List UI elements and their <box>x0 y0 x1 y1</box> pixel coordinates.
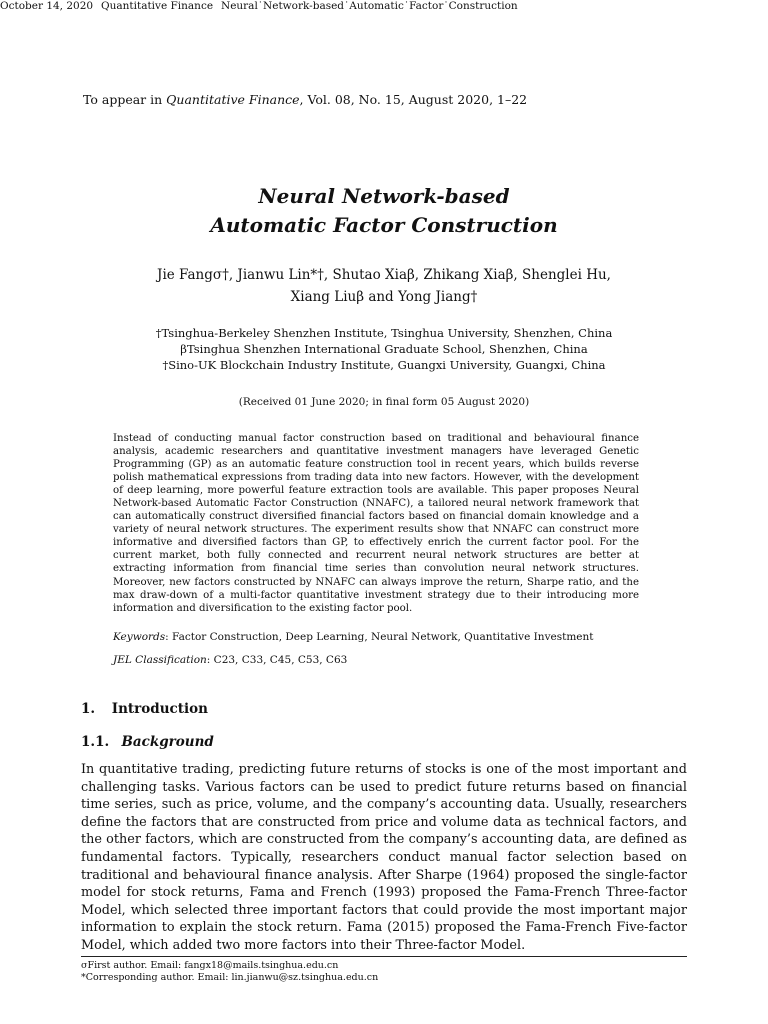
affiliation-3: †Sino-UK Blockchain Industry Institute, Guangxi University, Guangxi, China <box>162 358 606 372</box>
running-head-date: October 14, 2020 <box>0 0 94 12</box>
running-head-journal: Quantitative Finance <box>101 0 214 12</box>
affiliation-2: βTsinghua Shenzhen International Graduate School, Shenzhen, China <box>180 342 588 356</box>
subsection-number: 1.1. <box>81 734 110 750</box>
footnote-rule <box>81 956 687 957</box>
subsection-heading <box>81 734 214 750</box>
section-title: Introduction <box>111 701 208 717</box>
keywords-label: Keywords <box>113 631 166 643</box>
paper-title-line1: Neural Network-based <box>258 184 510 208</box>
abstract: Instead of conducting manual factor construction based on traditional and behavioural finance analysis, academic researchers and quantitative investment managers have leveraged Genetic Programming (GP) as an automatic feature construction tool in recent years, which builds reverse polish mathematical expressions from trading data into new factors. However, with the development of deep learning, more powerful feature extraction tools are available. This paper proposes Neural Network-based Automatic Factor Construction (NNAFC), a tailored neural network framework that can automatically construct diversified financial factors based on financial domain knowledge and a variety of neural network structures. The experiment results show that NNAFC can construct more informative and diversified factors than GP, to effectively enrich the current factor pool. For the current market, both fully connected and recurrent neural network structures are better at extracting information from financial time series than convolution neural network structures. Moreover, new factors constructed by NNAFC can always improve the return, Sharpe ratio, and the max draw-down of a multi-factor quantitative investment strategy due to their introducing more information and diversification to the existing factor pool. <box>113 433 639 614</box>
jel-label: JEL Classification <box>113 654 207 666</box>
subsection-title: Background <box>121 734 214 750</box>
keywords-text: : Factor Construction, Deep Learning, Neural Network, Quantitative Investment <box>165 631 594 643</box>
jel-classification <box>113 654 347 666</box>
footnote-first-author: σFirst author. Email: fangx18@mails.tsinghua.edu.cn <box>81 960 339 971</box>
running-head-short-title: Neural˙Network-based˙Automatic˙Factor˙Construction <box>221 0 518 12</box>
paper-title-line2: Automatic Factor Construction <box>210 213 558 237</box>
publication-note-suffix: , Vol. 08, No. 15, August 2020, 1–22 <box>299 92 528 107</box>
footnote-corresponding-author: *Corresponding author. Email: lin.jianwu@sz.tsinghua.edu.cn <box>81 972 379 983</box>
author-list-line1: Jie Fangσ†, Jianwu Lin*†, Shutao Xiaβ, Zhikang Xiaβ, Shenglei Hu, <box>157 267 611 283</box>
section-heading <box>81 701 208 717</box>
publication-note <box>83 92 527 107</box>
keywords <box>113 631 593 643</box>
jel-text: : C23, C33, C45, C53, C63 <box>206 654 348 666</box>
section-number: 1. <box>81 701 96 717</box>
received-dates: (Received 01 June 2020; in final form 05 August 2020) <box>238 396 530 408</box>
author-list-line2: Xiang Liuβ and Yong Jiang† <box>290 289 478 305</box>
publication-note-prefix: To appear in <box>83 92 167 107</box>
affiliation-1: †Tsinghua-Berkeley Shenzhen Institute, Tsinghua University, Shenzhen, China <box>155 326 613 340</box>
body-paragraph: In quantitative trading, predicting future returns of stocks is one of the most important and challenging tasks. Various factors can be used to predict future returns based on financial time series, such as price, volume, and the company’s accounting data. Usually, researchers define the factors that are constructed from price and volume data as technical factors, and the other factors, which are constructed from the company’s accounting data, are defined as fundamental factors. Typically, researchers conduct manual factor selection based on traditional and behavioural finance analysis. After Sharpe (1964) proposed the single-factor model for stock returns, Fama and French (1993) proposed the Fama-French Three-factor Model, which selected three important factors that could provide the most important major information to explain the stock return. Fama (2015) proposed the Fama-French Five-factor Model, which added two more factors into their Three-factor Model. <box>81 762 687 953</box>
publication-note-journal: Quantitative Finance <box>166 92 300 107</box>
